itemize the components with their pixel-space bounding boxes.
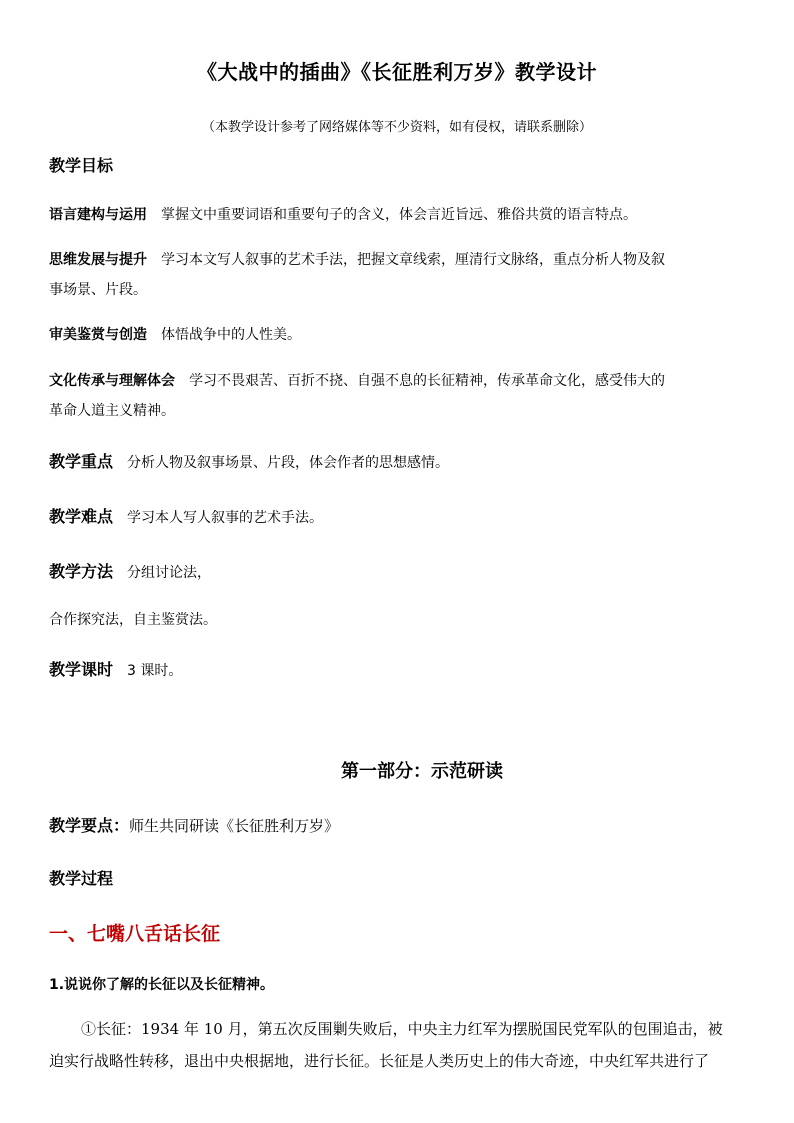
teaching-method-cont: 合作探究法，自主鉴赏法。 xyxy=(49,612,217,628)
objective-item: 思维发展与提升 学习本文写人叙事的艺术手法，把握文章线索，厘清行文脉络，重点分析人物及叙 事场景、片段。 xyxy=(49,252,665,298)
difficulty: 教学难点 学习本人写人叙事的艺术手法。 xyxy=(49,507,324,526)
class-hours: 教学课时 3 课时。 xyxy=(49,660,183,679)
part-title: 第一部分：示范研读 xyxy=(341,761,503,782)
question: 1.说说你了解的长征以及长征精神。 xyxy=(49,977,275,993)
part-key-points: 教学要点：师生共同研读《长征胜利万岁》 xyxy=(49,816,340,835)
document-subtitle: （本教学设计参考了网络媒体等不少资料，如有侵权，请联系删除） xyxy=(201,120,592,135)
objective-item: 语言建构与运用 掌握文中重要词语和重要句子的含义，体会言近旨远、雅俗共赏的语言特点。 xyxy=(49,207,637,223)
body-paragraph-line: 迫实行战略性转移，退出中央根据地，进行长征。长征是人类历史上的伟大奇迹，中央红军共进行了 xyxy=(49,1052,710,1070)
objective-item: 文化传承与理解体会 学习不畏艰苦、百折不挠、自强不息的长征精神，传承革命文化，感受伟大的 革命人道主义精神。 xyxy=(49,373,665,419)
process-heading: 教学过程 xyxy=(49,869,114,888)
teaching-method: 教学方法 分组讨论法， xyxy=(49,562,212,581)
objective-item: 审美鉴赏与创造 体悟战争中的人性美。 xyxy=(49,327,301,343)
body-paragraph-line: ①长征：1934 年 10 月，第五次反围剿失败后，中央主力红军为摆脱国民党军队的包围追击，被 xyxy=(81,1020,723,1038)
objectives-heading: 教学目标 xyxy=(49,156,114,175)
section-heading: 一、七嘴八舌话长征 xyxy=(49,923,221,945)
key-point: 教学重点 分析人物及叙事场景、片段，体会作者的思想感情。 xyxy=(49,452,450,471)
document-title: 《大战中的插曲》《长征胜利万岁》教学设计 xyxy=(197,60,597,84)
